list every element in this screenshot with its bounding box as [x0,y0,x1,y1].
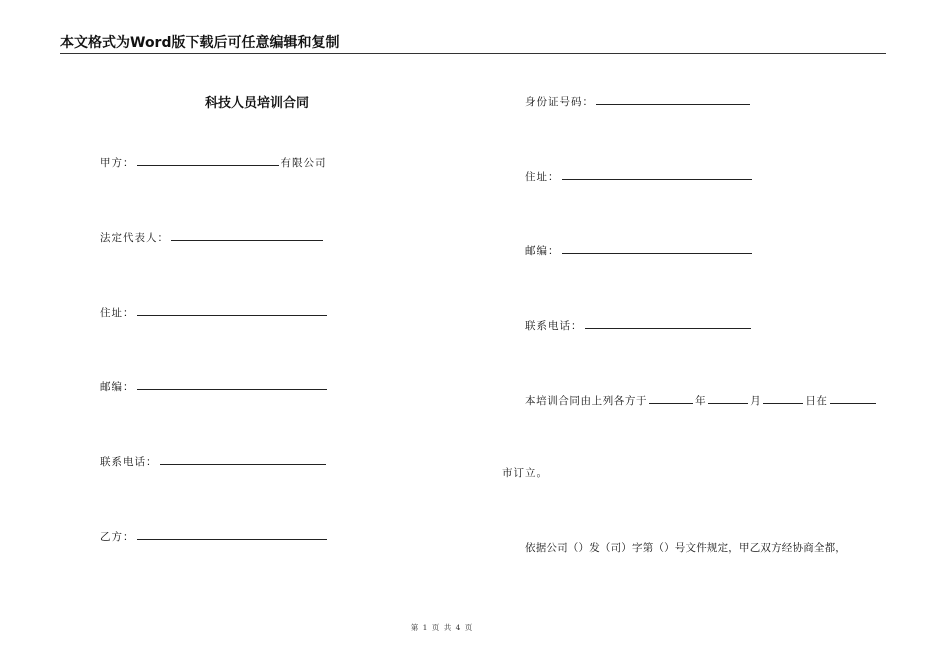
address-a-blank [137,304,327,316]
party-a-label: 甲方： [100,157,135,169]
address-a-label: 住址： [100,307,135,319]
party-b-line [100,528,329,544]
postcode-b-label: 邮编： [525,245,560,257]
postcode-b-blank [562,242,752,254]
address-a-line [100,304,329,320]
phone-b-blank [585,317,751,329]
phone-b-line [525,317,753,333]
legal-rep-blank [171,229,323,241]
party-a-suffix: 有限公司 [280,157,327,169]
phone-a-label: 联系电话： [100,456,158,468]
postcode-a-blank [137,378,327,390]
party-b-blank [137,528,327,540]
legal-rep-line [100,229,325,245]
phone-a-line [100,453,328,469]
party-a-line [100,154,327,170]
month-blank [708,392,748,404]
party-a-blank [137,154,279,166]
signing-end-line [502,466,548,480]
year-blank [649,392,693,404]
phone-a-blank [160,453,326,465]
basis-line [525,541,846,555]
page-footer: 第 1 页 共 4 页 [410,623,474,632]
address-b-line [525,168,754,184]
contract-title: 科技人员培训合同 [205,96,310,111]
id-number-line [525,93,752,109]
id-number-label: 身份证号码： [525,96,594,108]
signing-prefix: 本培训合同由上列各方于 [525,395,648,407]
month-char: 月 [750,395,762,407]
day-blank [763,392,803,404]
banner-divider [60,53,886,54]
postcode-a-label: 邮编： [100,381,135,393]
day-in-text: 日在 [805,395,828,407]
document-banner: 本文格式为Word版下载后可任意编辑和复制 [60,35,340,51]
year-char: 年 [695,395,707,407]
phone-b-label: 联系电话： [525,320,583,332]
signing-end-text: 市订立。 [502,467,548,479]
id-number-blank [596,93,750,105]
party-b-label: 乙方： [100,531,135,543]
legal-rep-label: 法定代表人： [100,232,169,244]
city-blank [830,392,876,404]
address-b-blank [562,168,752,180]
postcode-b-line [525,242,754,258]
postcode-a-line [100,378,329,394]
signing-date-line [525,392,878,408]
basis-text: 依据公司（）发（司）字第（）号文件规定，甲乙双方经协商全都， [525,542,846,554]
address-b-label: 住址： [525,171,560,183]
